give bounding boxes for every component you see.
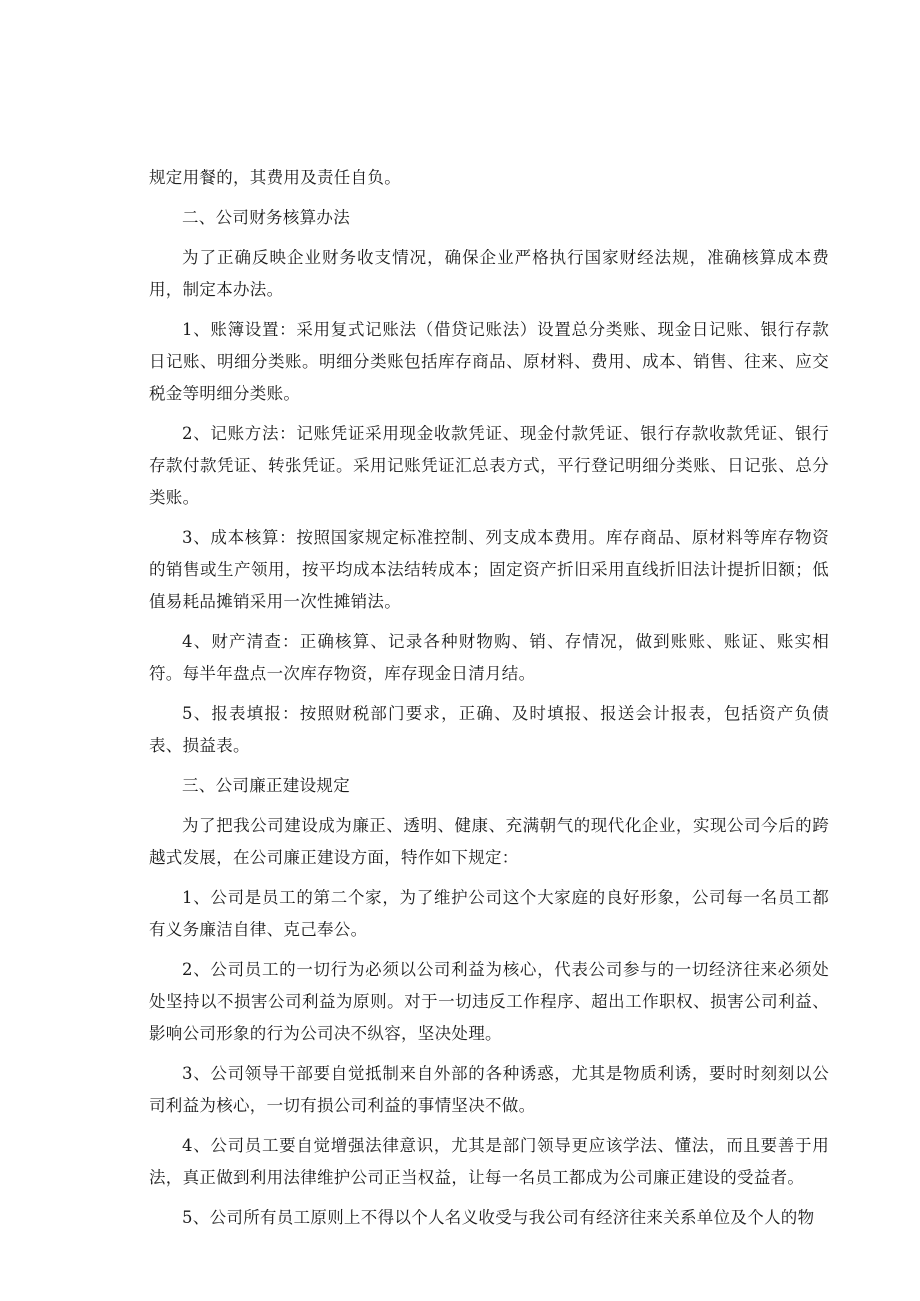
paragraph-finance-item-1: 1、账簿设置：采用复式记账法（借贷记账法）设置总分类账、现金日记账、银行存款日记账、明细分类账。明细分类账包括库存商品、原材料、费用、成本、销售、往来、应交税金等明细分类账。 [149,320,829,403]
paragraph-finance-item-3: 3、成本核算：按照国家规定标准控制、列支成本费用。库存商品、原材料等库存物资的销售或生产领用，按平均成本法结转成本；固定资产折旧采用直线折旧法计提折旧额；低值易耗品摊销采用一次性摊销法。 [149,528,829,611]
paragraph-finance-item-4: 4、财产清查：正确核算、记录各种财物购、销、存情况，做到账账、账证、账实相符。每半年盘点一次库存物资，库存现金日清月结。 [149,632,829,683]
paragraph-integrity-item-5: 5、公司所有员工原则上不得以个人名义收受与我公司有经济往来关系单位及个人的物 [182,1208,815,1227]
section-heading-finance: 二、公司财务核算办法 [182,208,350,227]
paragraph-integrity-item-3: 3、公司领导干部要自觉抵制来自外部的各种诱惑，尤其是物质利诱，要时时刻刻以公司利益为核心，一切有损公司利益的事情坚决不做。 [149,1064,829,1115]
paragraph-integrity-item-4: 4、公司员工要自觉增强法律意识，尤其是部门领导更应该学法、懂法，而且要善于用法，真正做到利用法律维护公司正当权益，让每一名员工都成为公司廉正建设的受益者。 [149,1136,829,1187]
paragraph-continuation: 规定用餐的，其费用及责任自负。 [149,168,401,187]
document-body [149,162,829,1242]
paragraph-integrity-item-2: 2、公司员工的一切行为必须以公司利益为核心，代表公司参与的一切经济往来必须处处坚持以不损害公司利益为原则。对于一切违反工作程序、超出工作职权、损害公司利益、影响公司形象的行为公司决不纵容，坚决处理。 [149,960,829,1043]
section-heading-integrity: 三、公司廉正建设规定 [182,776,350,795]
paragraph-integrity-item-1: 1、公司是员工的第二个家，为了维护公司这个大家庭的良好形象，公司每一名员工都有义务廉洁自律、克己奉公。 [149,888,829,939]
paragraph-finance-item-2: 2、记账方法：记账凭证采用现金收款凭证、现金付款凭证、银行存款收款凭证、银行存款付款凭证、转张凭证。采用记账凭证汇总表方式，平行登记明细分类账、日记张、总分类账。 [149,424,829,507]
paragraph-integrity-intro: 为了把我公司建设成为廉正、透明、健康、充满朝气的现代化企业，实现公司今后的跨越式发展，在公司廉正建设方面，特作如下规定： [149,816,829,867]
paragraph-finance-intro: 为了正确反映企业财务收支情况，确保企业严格执行国家财经法规，准确核算成本费用，制定本办法。 [149,248,829,299]
paragraph-finance-item-5: 5、报表填报：按照财税部门要求，正确、及时填报、报送会计报表，包括资产负债表、损益表。 [149,704,829,755]
